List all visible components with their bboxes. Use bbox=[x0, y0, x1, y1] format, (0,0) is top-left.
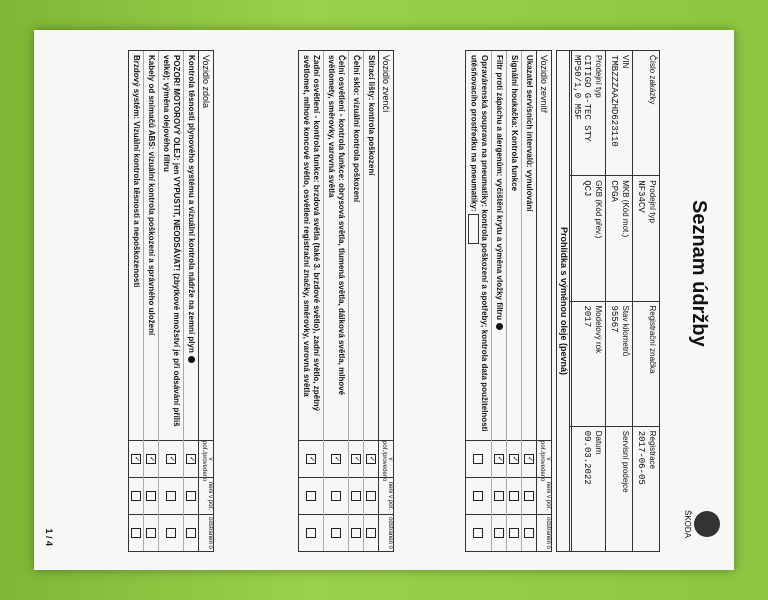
checklist-item bbox=[506, 51, 521, 551]
checkbox-cell bbox=[466, 477, 491, 514]
info-cell bbox=[633, 427, 659, 551]
checklist-item-text bbox=[507, 51, 521, 440]
section-header bbox=[198, 51, 213, 551]
column-header-removed: odstraněn o bbox=[537, 514, 551, 551]
checklist-item-text bbox=[522, 51, 536, 440]
checkbox-cell bbox=[466, 440, 491, 477]
info-label: Číslo zakázky bbox=[648, 55, 657, 105]
info-value: TMBZZZAAZHD623110 bbox=[609, 55, 619, 147]
checklist-item-text bbox=[299, 51, 323, 440]
column-header-done: v poř./provedeno bbox=[539, 441, 551, 482]
info-label: Stav kilometrů bbox=[621, 305, 630, 357]
checklist-item bbox=[299, 51, 323, 551]
checkbox-cell bbox=[522, 440, 536, 477]
info-value: NF34CV bbox=[636, 180, 646, 213]
info-label: Servisní prodejce bbox=[621, 430, 630, 493]
checkbox-cell bbox=[349, 440, 363, 477]
checkbox-cell bbox=[522, 477, 536, 514]
checkbox-cell bbox=[466, 514, 491, 551]
checklist-section bbox=[298, 50, 394, 552]
empty-checkbox[interactable] bbox=[351, 491, 361, 501]
inspection-type-band: Prohlídka s výměnou oleje (pevná) bbox=[556, 50, 572, 552]
sheet-header bbox=[660, 50, 720, 550]
checkbox-cell bbox=[364, 514, 378, 551]
checklist-item-text bbox=[324, 51, 348, 440]
empty-checkbox[interactable] bbox=[186, 491, 196, 501]
natural-gas-marker-icon bbox=[188, 356, 195, 363]
section-title: Vozidlo zevnitř bbox=[539, 55, 549, 114]
checkbox-cell bbox=[324, 440, 348, 477]
empty-checkbox[interactable] bbox=[166, 491, 176, 501]
checklist-item bbox=[363, 51, 378, 551]
info-label: Prodejní typ bbox=[594, 55, 603, 98]
column-header-not-ok: není v poř. bbox=[379, 477, 393, 514]
item-label: Filtr proti zápachu a alergenům: vyčištění krytu a výměna vložky filtru bbox=[495, 55, 504, 320]
item-label: POZOR! MOTOROVÝ OLEJ: jen VYPUSTIT, NEODSÁVAT! (zbytkové množství je při odsávání příliš velké); výměna olejového filtru bbox=[162, 55, 181, 427]
checkbox-cell bbox=[184, 477, 198, 514]
page-number: 1 / 4 bbox=[44, 528, 54, 546]
item-label: Signální houkačka: Kontrola funkce bbox=[510, 55, 519, 192]
checklist-item bbox=[491, 51, 506, 551]
checkbox-cell bbox=[507, 440, 521, 477]
column-header-removed: odstraněn o bbox=[379, 514, 393, 551]
expiry-date-field[interactable] bbox=[468, 214, 479, 244]
empty-checkbox[interactable] bbox=[186, 528, 196, 538]
item-label: Kontrola těsnosti plynového systému a vizuální kontrola nádrže na zemní plyn bbox=[187, 55, 196, 353]
empty-checkbox[interactable] bbox=[366, 491, 376, 501]
checked-checkbox[interactable]: ✓ bbox=[366, 454, 376, 464]
info-cell bbox=[570, 51, 605, 176]
empty-checkbox[interactable] bbox=[524, 491, 534, 501]
column-header-done: v poř./provedeno bbox=[381, 441, 393, 482]
maintenance-sheet bbox=[34, 30, 734, 570]
checklist-section bbox=[128, 50, 214, 552]
checkbox-cell bbox=[144, 440, 158, 477]
checkbox-cell bbox=[129, 477, 143, 514]
info-cell bbox=[606, 176, 632, 301]
empty-checkbox[interactable] bbox=[146, 491, 156, 501]
checked-checkbox[interactable]: ✓ bbox=[186, 454, 196, 464]
info-label: Registrační značka bbox=[648, 305, 657, 374]
checklist-item-text bbox=[144, 51, 158, 440]
info-value: CPGA bbox=[609, 180, 619, 202]
empty-checkbox[interactable] bbox=[474, 491, 484, 501]
section-header bbox=[536, 51, 551, 551]
checked-checkbox[interactable]: ✓ bbox=[331, 454, 341, 464]
empty-checkbox[interactable] bbox=[494, 491, 504, 501]
checked-checkbox[interactable]: ✓ bbox=[509, 454, 519, 464]
checkbox-cell bbox=[507, 514, 521, 551]
checkbox-cell bbox=[159, 514, 183, 551]
empty-checkbox[interactable] bbox=[474, 454, 484, 464]
checklist-item bbox=[466, 51, 491, 551]
info-value: 2017-06-05 bbox=[636, 430, 646, 485]
info-row bbox=[570, 51, 605, 551]
info-label: Prodejní typ bbox=[648, 180, 657, 223]
checkbox-cell bbox=[507, 477, 521, 514]
checkbox-cell bbox=[159, 440, 183, 477]
checklist-item-text bbox=[129, 51, 143, 440]
info-cell bbox=[633, 302, 659, 427]
checklist-item bbox=[521, 51, 536, 551]
checkbox-cell bbox=[324, 514, 348, 551]
checked-checkbox[interactable]: ✓ bbox=[166, 454, 176, 464]
info-value: 95567 bbox=[609, 305, 619, 333]
checkbox-cell bbox=[349, 477, 363, 514]
empty-checkbox[interactable] bbox=[131, 528, 141, 538]
checkbox-cell bbox=[492, 514, 506, 551]
info-cell bbox=[606, 51, 632, 176]
checkbox-cell bbox=[144, 477, 158, 514]
empty-checkbox[interactable] bbox=[474, 528, 484, 538]
info-value: 2017 bbox=[582, 305, 592, 328]
checklist-item bbox=[348, 51, 363, 551]
checklist-item-text bbox=[184, 51, 198, 440]
info-row bbox=[632, 51, 659, 551]
section-header bbox=[378, 51, 393, 551]
info-cell bbox=[606, 302, 632, 427]
empty-checkbox[interactable] bbox=[509, 491, 519, 501]
empty-checkbox[interactable] bbox=[331, 528, 341, 538]
checkbox-cell bbox=[184, 440, 198, 477]
item-label: Ukazatel servisních intervalů: vynulování bbox=[525, 55, 534, 212]
checklist-item bbox=[129, 51, 143, 551]
checkbox-cell bbox=[299, 477, 323, 514]
checked-checkbox[interactable]: ✓ bbox=[306, 454, 316, 464]
brand-logo bbox=[683, 504, 720, 544]
info-value: QCJ bbox=[582, 180, 592, 197]
checked-checkbox[interactable]: ✓ bbox=[351, 454, 361, 464]
checked-checkbox[interactable]: ✓ bbox=[146, 454, 156, 464]
empty-checkbox[interactable] bbox=[331, 491, 341, 501]
checked-checkbox[interactable]: ✓ bbox=[494, 454, 504, 464]
column-header-done: v poř./provedeno bbox=[201, 441, 213, 482]
section-title: Vozidlo zvenčí bbox=[381, 55, 391, 113]
checkbox-cell bbox=[299, 514, 323, 551]
info-row bbox=[605, 51, 632, 551]
checklist-item bbox=[323, 51, 348, 551]
item-label: Brzdový systém: Vizuální kontrola těsnosti a nepoškozenosti bbox=[132, 55, 141, 288]
info-label: GKB (Kód přev.) bbox=[594, 180, 603, 239]
info-value: CITIGO G-TEC STY MP50/1,0 M5F bbox=[572, 55, 592, 142]
checkbox-cell bbox=[144, 514, 158, 551]
info-label: Modelový rok bbox=[594, 305, 603, 354]
empty-checkbox[interactable] bbox=[509, 528, 519, 538]
info-value: 09.03.2022 bbox=[582, 430, 592, 485]
checkbox-cell bbox=[324, 477, 348, 514]
info-cell bbox=[606, 427, 632, 551]
checklist-item-text bbox=[349, 51, 363, 440]
checklist-section bbox=[465, 50, 552, 552]
checkbox-cell bbox=[129, 514, 143, 551]
empty-checkbox[interactable] bbox=[494, 528, 504, 538]
item-label: Čelní sklo: vizuální kontrola poškození bbox=[352, 55, 361, 203]
empty-checkbox[interactable] bbox=[146, 528, 156, 538]
checkbox-cell bbox=[129, 440, 143, 477]
checkbox-cell bbox=[184, 514, 198, 551]
info-cell bbox=[570, 427, 605, 551]
info-cell bbox=[570, 302, 605, 427]
checkbox-cell bbox=[364, 440, 378, 477]
info-cell bbox=[633, 51, 659, 176]
checked-checkbox[interactable]: ✓ bbox=[524, 454, 534, 464]
checklist-item-text bbox=[492, 51, 506, 440]
item-label: Zadní osvětlení - kontrola funkce: brzdová světla (také 3. brzdové světlo), zadní světlo, zpětný světlomet, mlhové koncové světlo, osvětlení registrační značky, směrovky, varovná světla bbox=[302, 55, 321, 412]
item-label: Kabely od snímačů ABS: vizuální kontrola poškození a správného uložení bbox=[147, 55, 156, 336]
column-header-removed: odstraněn o bbox=[199, 514, 213, 551]
empty-checkbox[interactable] bbox=[524, 528, 534, 538]
checkbox-cell bbox=[299, 440, 323, 477]
info-label: MKB (Kód mot.) bbox=[621, 180, 630, 238]
natural-gas-marker-icon bbox=[496, 323, 503, 330]
info-label: Registrace bbox=[648, 430, 657, 469]
empty-checkbox[interactable] bbox=[306, 491, 316, 501]
item-label: Stírací lišty: kontrola poškození bbox=[367, 55, 376, 176]
empty-checkbox[interactable] bbox=[306, 528, 316, 538]
checklist-item-text bbox=[466, 51, 491, 440]
checkbox-cell bbox=[349, 514, 363, 551]
checkbox-cell bbox=[492, 440, 506, 477]
info-label: Datum bbox=[594, 430, 603, 455]
empty-checkbox[interactable] bbox=[366, 528, 376, 538]
empty-checkbox[interactable] bbox=[131, 491, 141, 501]
checkbox-cell bbox=[364, 477, 378, 514]
checklist-item bbox=[143, 51, 158, 551]
column-header-not-ok: není v poř. bbox=[537, 477, 551, 514]
checklist-item bbox=[183, 51, 198, 551]
empty-checkbox[interactable] bbox=[351, 528, 361, 538]
checkbox-cell bbox=[492, 477, 506, 514]
section-title: Vozidlo zdola bbox=[201, 55, 211, 109]
column-header-not-ok: není v poř. bbox=[199, 477, 213, 514]
skoda-logo-icon bbox=[694, 511, 720, 537]
item-label: Čelní osvětlení - kontrola funkce: obrysová světla, tlumená světla, dálková světla, mlhové světlomety, směrovky, varovná světla bbox=[327, 55, 346, 396]
checked-checkbox[interactable]: ✓ bbox=[131, 454, 141, 464]
checklist-item-text bbox=[364, 51, 378, 440]
vehicle-info-grid bbox=[569, 50, 660, 552]
info-cell bbox=[570, 176, 605, 301]
info-label: VIN bbox=[621, 55, 630, 69]
info-cell bbox=[633, 176, 659, 301]
logo-text: ŠKODA bbox=[683, 509, 692, 538]
sheet-title: Seznam údržby bbox=[688, 200, 710, 347]
empty-checkbox[interactable] bbox=[166, 528, 176, 538]
checkbox-cell bbox=[159, 477, 183, 514]
item-label: Opravárenská souprava na pneumatiky: kontrola poškození a spotřeby; kontrola data použitelnosti utěsňovacího prostředku na pneumatiky: bbox=[469, 55, 489, 432]
checklist-item-text bbox=[159, 51, 183, 440]
checkbox-cell bbox=[522, 514, 536, 551]
checklist-item bbox=[158, 51, 183, 551]
